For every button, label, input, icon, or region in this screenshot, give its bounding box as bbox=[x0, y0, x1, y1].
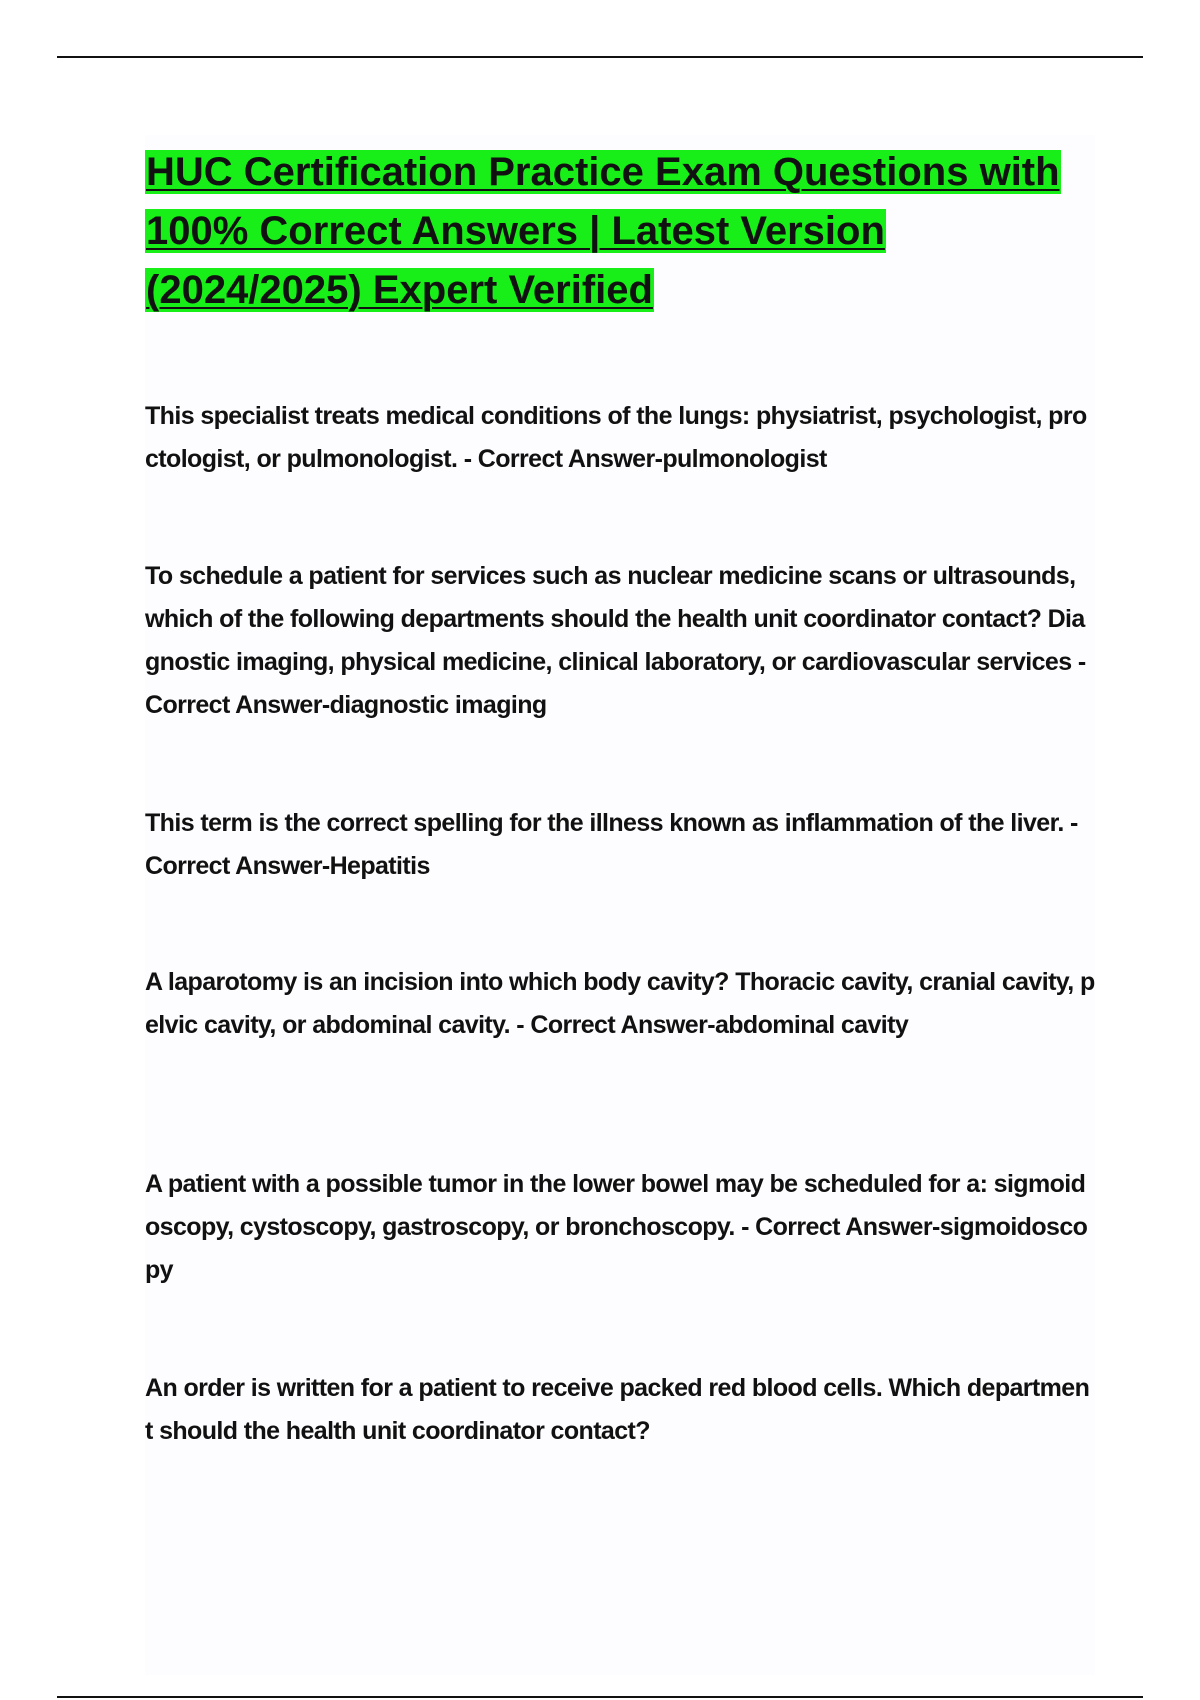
question-text: A laparotomy is an incision into which body cavity? Thoracic cavity, cranial cavity, pelvic cavity, or abdominal cavity. bbox=[145, 968, 1095, 1039]
answer-separator: - Correct Answer- bbox=[145, 809, 1078, 880]
question-text: To schedule a patient for services such as nuclear medicine scans or ultrasounds, which of the following departments should the health unit coordinator contact? Diagnostic imaging, physical medicine, clinical laboratory, or cardiovascular services bbox=[145, 562, 1085, 676]
page-content bbox=[145, 135, 1095, 1675]
answer-separator: - Correct Answer- bbox=[145, 648, 1086, 719]
question-text: This term is the correct spelling for the illness known as inflammation of the liver. bbox=[145, 809, 1064, 837]
top-rule bbox=[57, 56, 1143, 58]
question-text: This specialist treats medical conditions of the lungs: physiatrist, psychologist, proctologist, or pulmonologist. bbox=[145, 402, 1087, 473]
qa-item-6 bbox=[145, 1367, 1095, 1453]
answer-text: diagnostic imaging bbox=[329, 691, 547, 719]
question-text: A patient with a possible tumor in the lower bowel may be scheduled for a: sigmoidoscopy, cystoscopy, gastroscopy, or bronchoscopy. bbox=[145, 1170, 1086, 1241]
answer-text: abdominal cavity bbox=[714, 1011, 909, 1039]
answer-separator: - Correct Answer- bbox=[734, 1213, 940, 1241]
document-title-text: HUC Certification Practice Exam Questions with 100% Correct Answers | Latest Version (2024/2025) Expert Verified bbox=[146, 150, 1060, 312]
answer-text: sigmoidoscopy bbox=[145, 1213, 1088, 1284]
qa-item-4 bbox=[145, 961, 1095, 1047]
document-title bbox=[145, 143, 1095, 320]
answer-text: Hepatitis bbox=[329, 852, 430, 880]
qa-item-3 bbox=[145, 802, 1095, 888]
qa-item-5 bbox=[145, 1163, 1095, 1292]
question-text: An order is written for a patient to receive packed red blood cells. Which department should the health unit coordinator contact? bbox=[145, 1374, 1090, 1445]
qa-item-2 bbox=[145, 555, 1095, 727]
answer-separator: - Correct Answer- bbox=[457, 445, 663, 473]
answer-separator: - Correct Answer- bbox=[509, 1011, 715, 1039]
bottom-rule bbox=[57, 1696, 1143, 1698]
answer-text: pulmonologist bbox=[662, 445, 827, 473]
qa-item-1 bbox=[145, 395, 1095, 481]
